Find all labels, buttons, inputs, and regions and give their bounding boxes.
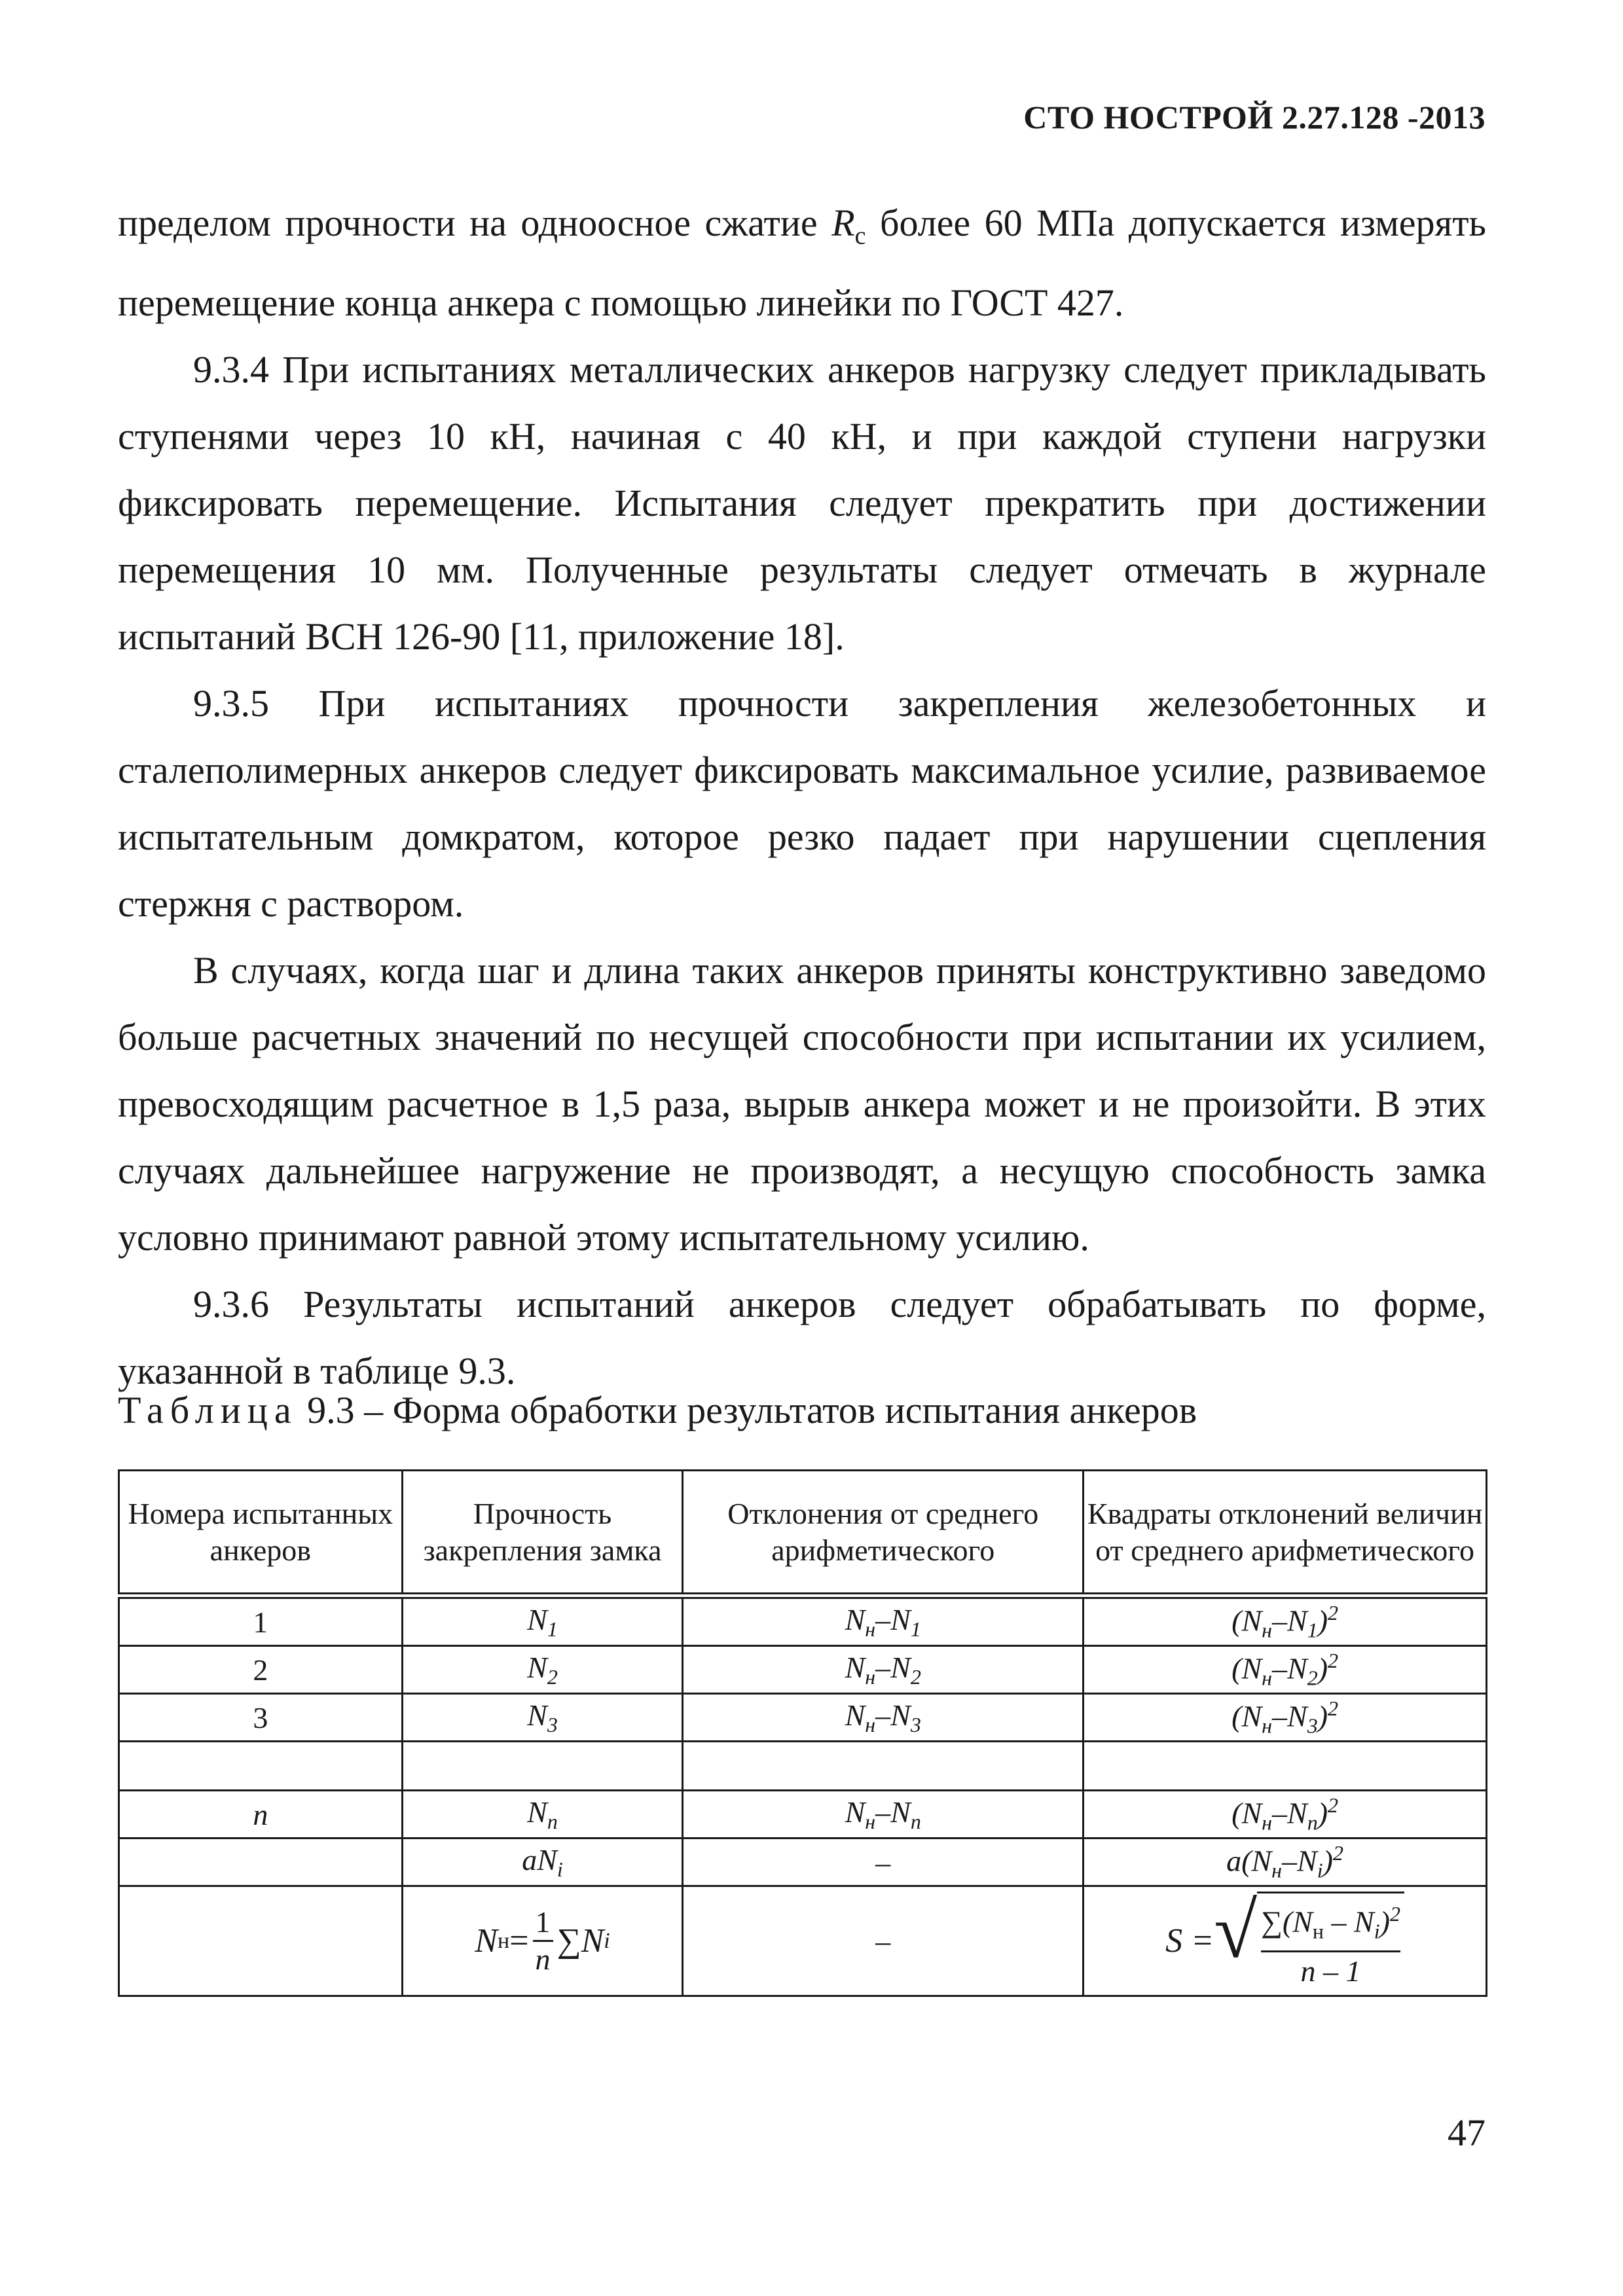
table-row <box>119 1646 1487 1694</box>
std-formula-cell <box>1084 1886 1487 1996</box>
squared-deviation-cell: $(N_н-N_1)^2$ <box>1084 1596 1487 1646</box>
squared-deviation-cell: $(N_н-N_2)^2$ <box>1084 1646 1487 1694</box>
table-row-weighted <box>119 1839 1487 1886</box>
paragraph-9-3-6: 9.3.6 Результаты испытаний анкеров следует обрабатывать по форме, указанной в таблице 9.3. <box>118 1282 1486 1392</box>
col-header-strength: Прочность закрепления замка <box>402 1471 683 1596</box>
anchor-number: n <box>119 1791 403 1839</box>
table-row <box>119 1791 1487 1839</box>
mean-formula-cell <box>402 1886 683 1996</box>
squared-deviation-cell: $(N_н-N_n)^2$ <box>1084 1791 1487 1839</box>
weighted-squared-cell: $a(N_н-N_i)^2$ <box>1084 1839 1487 1886</box>
weighted-strength-cell: $aN_i$ <box>402 1839 683 1886</box>
anchor-results-table <box>118 1469 1487 1997</box>
col-header-deviation: Отклонения от среднего арифметического <box>683 1471 1084 1596</box>
deviation-cell: $N_н-N_2$ <box>683 1646 1084 1694</box>
strength-cell: $N_n$ <box>402 1791 683 1839</box>
table-row <box>119 1596 1487 1646</box>
mean-formula: N н = $\frac{1}{n}$ ∑N i <box>475 1905 610 1976</box>
table-row <box>119 1694 1487 1742</box>
squared-deviation-cell: $(N_н-N_3)^2$ <box>1084 1694 1487 1742</box>
deviation-cell: $N_н-N_3$ <box>683 1694 1084 1742</box>
strength-cell: $N_1$ <box>402 1596 683 1646</box>
page-number: 47 <box>1448 2111 1486 2154</box>
anchor-number: 2 <box>119 1646 403 1694</box>
paragraph-9-3-4: 9.3.4 При испытаниях металлических анкеров нагрузку следует прикладывать ступенями через 10 кН, начиная с 40 кН, и при каждой ступени нагрузки фиксировать перемещение. Испытания следует прекратить при достижении перемещения 10 мм. Полученные результаты следует отмечать в журнале испытаний ВСН 126-90 [11, приложение 18]. <box>118 348 1486 658</box>
body-text <box>118 190 1486 1405</box>
deviation-cell: $N_н-N_n$ <box>683 1791 1084 1839</box>
paragraph-9-3-5: 9.3.5 При испытаниях прочности закрепления железобетонных и сталеполимерных анкеров следует фиксировать максимальное усилие, развиваемое испытательным домкратом, которое резко падает при нарушении сцепления стержня с раствором. <box>118 681 1486 925</box>
table-header-row <box>119 1471 1487 1596</box>
paragraph-continuation: пределом прочности на одноосное сжатие $R_с$ более 60 МПа допускается измерять перемещение конца анкера с помощью линейки по ГОСТ 427. <box>118 202 1486 324</box>
document-code: СТО НОСТРОЙ 2.27.128 -2013 <box>1023 99 1486 135</box>
strength-cell: $N_2$ <box>402 1646 683 1694</box>
dash-cell: – <box>683 1839 1084 1886</box>
col-header-anchor-number: Номера испытанных анкеров <box>119 1471 403 1596</box>
dash-cell: – <box>683 1886 1084 1996</box>
deviation-cell: $N_н-N_1$ <box>683 1596 1084 1646</box>
std-formula: S = √ $\frac{\sum(N_н - N_i)^2}{n - 1}$ <box>1165 1892 1404 1990</box>
table-row-formulas <box>119 1886 1487 1996</box>
table-row-empty <box>119 1742 1487 1791</box>
anchor-number: 1 <box>119 1596 403 1646</box>
col-header-squared-deviation: Квадраты отклонений величин от среднего арифметического <box>1084 1471 1487 1596</box>
sqrt-sign: √ $\frac{\sum(N_н - N_i)^2}{n - 1}$ <box>1214 1892 1404 1990</box>
strength-cell: $N_3$ <box>402 1694 683 1742</box>
anchor-number: 3 <box>119 1694 403 1742</box>
table-caption: Таблица 9.3 – Форма обработки результатов испытания анкеров <box>118 1389 1197 1431</box>
paragraph-cases: В случаях, когда шаг и длина таких анкеров приняты конструктивно заведомо больше расчетных значений по несущей способности при испытании их усилием, превосходящим расчетное в 1,5 раза, вырыв анкера может и не произойти. В этих случаях дальнейшее нагружение не производят, а несущую способность замка условно принимают равной этому испытательному усилию. <box>118 948 1486 1259</box>
